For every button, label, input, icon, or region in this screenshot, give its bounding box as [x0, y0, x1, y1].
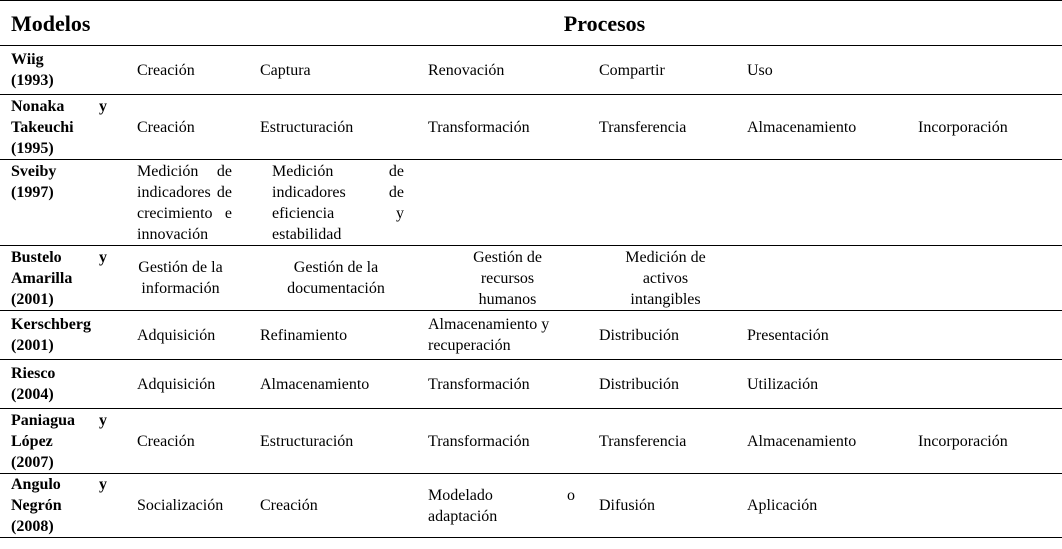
processes-header: Procesos	[563, 10, 646, 36]
process-cell: Estructuración	[260, 432, 354, 450]
model-name-line: Wiig	[11, 51, 44, 68]
process-cell	[909, 360, 1062, 409]
process-cell: Transferencia	[599, 118, 687, 136]
model-name-line: Bustelo y	[11, 248, 107, 266]
process-cell: Adquisición	[137, 375, 216, 393]
process-cell: Almacenamiento	[260, 375, 370, 393]
model-year: (2004)	[11, 386, 54, 403]
process-cell: Transformación	[428, 375, 530, 393]
process-cell: Distribución	[599, 326, 679, 344]
table-row	[0, 160, 1062, 246]
model-cell	[0, 46, 111, 95]
process-cell: Distribución	[599, 375, 679, 393]
process-cell	[738, 246, 909, 311]
process-cell: Utilización	[747, 375, 819, 393]
model-year: (1995)	[11, 139, 54, 157]
table-row	[0, 360, 1062, 409]
process-cell: Creación	[137, 118, 195, 136]
model-name-line: López	[11, 432, 53, 450]
process-cell: Transferencia	[599, 432, 687, 450]
model-name-line: Sveiby	[11, 163, 57, 180]
model-name-line: Paniagua y	[11, 411, 107, 429]
model-name-line: Nonaka y	[11, 97, 107, 115]
process-cell: Incorporación	[918, 432, 1008, 450]
process-cell	[909, 311, 1062, 360]
process-cell: Refinamiento	[260, 326, 348, 344]
process-cell: Renovación	[428, 61, 505, 79]
process-cell	[909, 474, 1062, 538]
model-name-line: Kerschberg	[11, 316, 91, 333]
process-cell: Presentación	[747, 326, 829, 344]
process-cell: Incorporación	[918, 118, 1008, 136]
process-cell	[909, 246, 1062, 311]
process-cell	[422, 160, 593, 246]
model-cell	[0, 409, 111, 474]
process-cell: Transformación	[428, 432, 530, 450]
model-cell	[0, 474, 111, 538]
process-cell: Almacenamiento	[747, 118, 857, 136]
table-row	[0, 46, 1062, 95]
model-cell	[0, 360, 111, 409]
process-cell: Socialización	[137, 497, 224, 514]
table-row	[0, 311, 1062, 360]
process-cell: Uso	[747, 61, 773, 79]
table-row	[0, 474, 1062, 538]
process-cell: Creación	[260, 497, 318, 514]
process-cell	[738, 160, 909, 246]
process-cell: Modelado o adaptación	[428, 486, 575, 525]
process-cell: Medición de indicadores de crecimiento e innovación	[137, 163, 232, 243]
model-year: (2008)	[11, 518, 54, 535]
process-cell: Almacenamiento y recuperación	[428, 316, 550, 354]
process-cell: Gestión de la documentación	[287, 259, 385, 297]
models-header: Modelos	[11, 10, 91, 36]
model-name-line: Angulo y	[11, 476, 107, 493]
model-cell	[0, 246, 111, 311]
process-cell: Almacenamiento	[747, 432, 857, 450]
model-cell	[0, 311, 111, 360]
table-row	[0, 95, 1062, 160]
process-cell: Creación	[137, 61, 195, 79]
process-cell	[909, 46, 1062, 95]
process-cell: Medición de activos intangibles	[625, 248, 706, 308]
header-row	[0, 1, 1062, 46]
process-cell: Difusión	[599, 497, 655, 514]
model-cell	[0, 95, 111, 160]
model-name-line: Negrón	[11, 497, 62, 514]
process-cell: Captura	[260, 61, 311, 79]
process-cell: Aplicación	[747, 497, 818, 514]
model-year: (1993)	[11, 72, 54, 89]
model-year: (1997)	[11, 184, 54, 201]
table-row	[0, 246, 1062, 311]
process-cell: Gestión de la información	[138, 259, 223, 297]
model-cell	[0, 160, 111, 246]
model-name-line: Takeuchi	[11, 118, 74, 136]
process-cell	[909, 160, 1062, 246]
model-name-line: Amarilla	[11, 269, 73, 287]
model-year: (2001)	[11, 290, 54, 308]
table-row	[0, 409, 1062, 474]
process-cell: Medición de indicadores de eficiencia y estabilidad	[272, 163, 404, 243]
model-year: (2001)	[11, 337, 54, 354]
process-cell: Gestión de recursos humanos	[473, 248, 542, 308]
process-cell: Compartir	[599, 61, 665, 79]
process-cell: Creación	[137, 432, 195, 450]
process-cell: Transformación	[428, 118, 530, 136]
process-cell: Adquisición	[137, 326, 216, 344]
model-year: (2007)	[11, 453, 54, 471]
model-name-line: Riesco	[11, 365, 56, 382]
process-cell	[593, 160, 738, 246]
process-cell: Estructuración	[260, 118, 354, 136]
